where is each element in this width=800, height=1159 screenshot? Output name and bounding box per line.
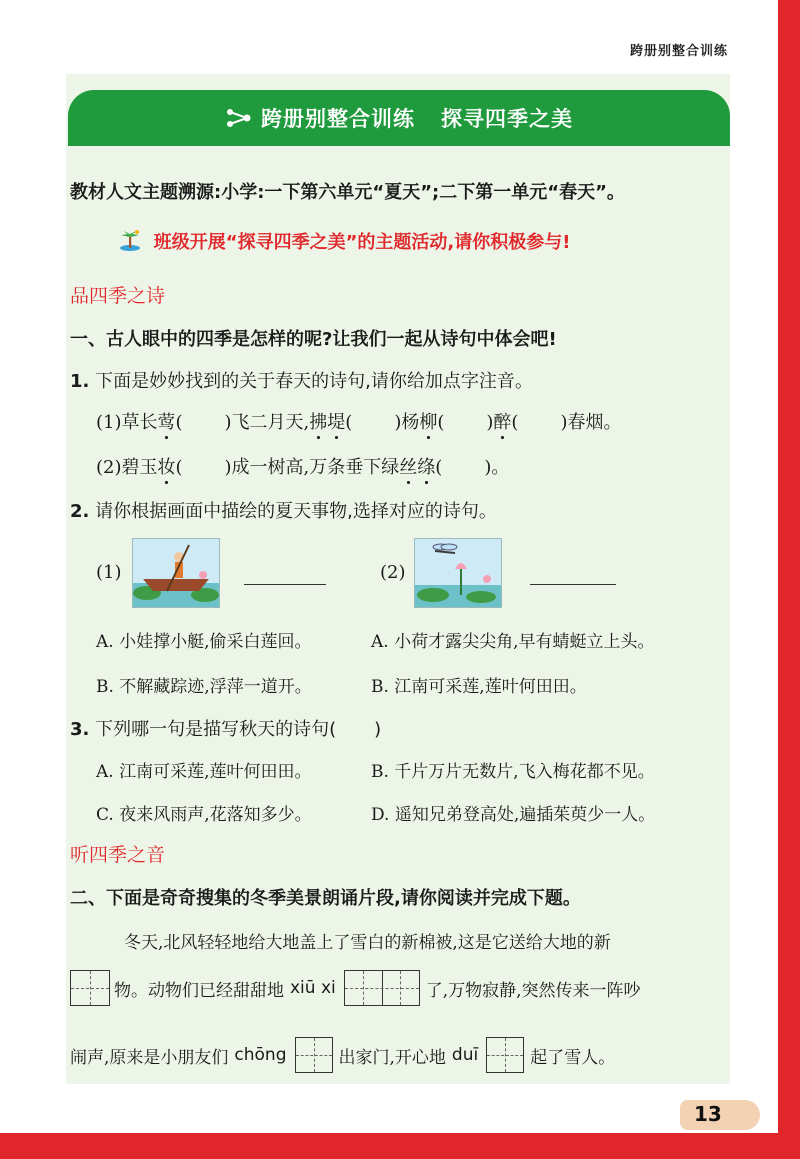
pinyin: chōng (234, 1045, 287, 1065)
text-segment: 物。动物们已经甜甜地 (114, 980, 284, 1001)
passage-line-2 (70, 970, 641, 1006)
theme-source: 教材人文主题溯源:小学:一下第六单元“夏天”;二下第一单元“春天”。 (70, 182, 625, 203)
dotted-char: 妆 (157, 457, 176, 478)
activity-line (118, 228, 570, 254)
text-segment: ( (437, 412, 445, 433)
text-segment: )杨 (394, 412, 420, 433)
option-b: B. 千片万片无数片,飞入梅花都不见。 (371, 762, 655, 782)
picture-label-2: (2) (380, 562, 406, 583)
option-left-b: B. 不解藏踪迹,浮萍一道开。 (96, 677, 312, 697)
dragonfly-lotus-drawing (415, 539, 501, 607)
question-1-line-1 (96, 408, 621, 434)
part-two-heading: 二、下面是奇奇搜集的冬季美景朗诵片段,请你阅读并完成下题。 (70, 888, 581, 909)
question-3 (70, 715, 381, 741)
option-a: A. 江南可采莲,莲叶何田田。 (96, 762, 312, 782)
passage-line-3 (70, 1037, 615, 1073)
text-segment: )。 (484, 457, 510, 478)
page-number-badge (680, 1100, 760, 1130)
dotted-char: 莺 (157, 412, 176, 433)
text-segment: ( (435, 457, 443, 478)
question-text: 下列哪一句是描写秋天的诗句( (95, 719, 337, 740)
section-title-poems: 品四季之诗 (70, 285, 166, 307)
option-right-a: A. 小荷才露尖尖角,早有蜻蜓立上头。 (371, 632, 655, 652)
running-header: 跨册别整合训练 (629, 44, 728, 59)
text-segment: (1)草长 (96, 412, 158, 433)
text-segment: )成一树高,万条垂下绿 (224, 457, 400, 478)
text-segment: )春烟。 (560, 412, 622, 433)
section-banner (68, 90, 730, 146)
text-segment: (2)碧玉 (96, 457, 158, 478)
section-title-sounds: 听四季之音 (70, 844, 166, 866)
activity-text: 班级开展“探寻四季之美”的主题活动,请你积极参与! (153, 232, 571, 253)
answer-line-2[interactable] (530, 584, 616, 585)
question-number: 1. (70, 371, 90, 392)
text-segment: 了,万物寂静,突然传来一阵吵 (425, 980, 641, 1001)
text-segment: ) (486, 412, 494, 433)
option-right-b: B. 江南可采莲,莲叶何田田。 (371, 677, 587, 697)
question-2 (70, 497, 497, 523)
question-text: 下面是妙妙找到的关于春天的诗句,请你给加点字注音。 (95, 371, 533, 392)
part-one-heading: 一、古人眼中的四季是怎样的呢?让我们一起从诗句中体会吧! (70, 329, 557, 350)
writing-box-1[interactable] (70, 970, 110, 1006)
dotted-char: 柳 (419, 412, 438, 433)
writing-box-3[interactable] (295, 1037, 333, 1073)
writing-box-4[interactable] (486, 1037, 524, 1073)
dotted-char: 绦 (417, 457, 436, 478)
question-1 (70, 367, 533, 393)
dragonfly-lotus-illustration (414, 538, 502, 608)
text-segment: ( (175, 457, 183, 478)
answer-line-1[interactable] (244, 584, 326, 585)
question-text: 请你根据画面中描绘的夏天事物,选择对应的诗句。 (95, 501, 497, 522)
question-1-line-2 (96, 453, 509, 479)
text-segment: ( (175, 412, 183, 433)
dotted-char: 拂 (309, 412, 328, 433)
writing-box-2[interactable] (344, 970, 420, 1006)
boat-lotus-drawing (133, 539, 219, 607)
picture-label-1: (1) (96, 562, 122, 583)
pinyin: duī (451, 1045, 479, 1065)
passage-line-1: 冬天,北风轻轻地给大地盖上了雪白的新棉被,这是它送给大地的新 (124, 933, 611, 953)
island-icon (118, 228, 142, 252)
text-segment: ( (511, 412, 519, 433)
dotted-char: 醉 (493, 412, 512, 433)
bottom-red-border (0, 1133, 800, 1159)
text-segment: 起了雪人。 (530, 1047, 616, 1068)
pinyin: xiū xi (290, 978, 336, 998)
right-red-border (778, 0, 800, 1159)
dotted-char: 堤 (327, 412, 346, 433)
banner-title-left: 跨册别整合训练 (261, 107, 415, 131)
banner-title-right: 探寻四季之美 (441, 107, 573, 131)
option-d: D. 遥知兄弟登高处,遍插茱萸少一人。 (371, 805, 656, 825)
option-left-a: A. 小娃撑小艇,偷采白莲回。 (96, 632, 312, 652)
question-number: 3. (70, 719, 90, 740)
dotted-char: 丝 (399, 457, 418, 478)
boat-lotus-illustration (132, 538, 220, 608)
question-number: 2. (70, 501, 90, 522)
text-segment: ( (345, 412, 353, 433)
text-segment: ) (374, 719, 382, 740)
share-nodes-icon (225, 106, 253, 130)
text-segment: 闹声,原来是小朋友们 (70, 1047, 229, 1068)
text-segment: )飞二月天, (224, 412, 310, 433)
option-c: C. 夜来风雨声,花落知多少。 (96, 805, 312, 825)
text-segment: 出家门,开心地 (338, 1047, 446, 1068)
page-number: 13 (694, 1102, 722, 1126)
